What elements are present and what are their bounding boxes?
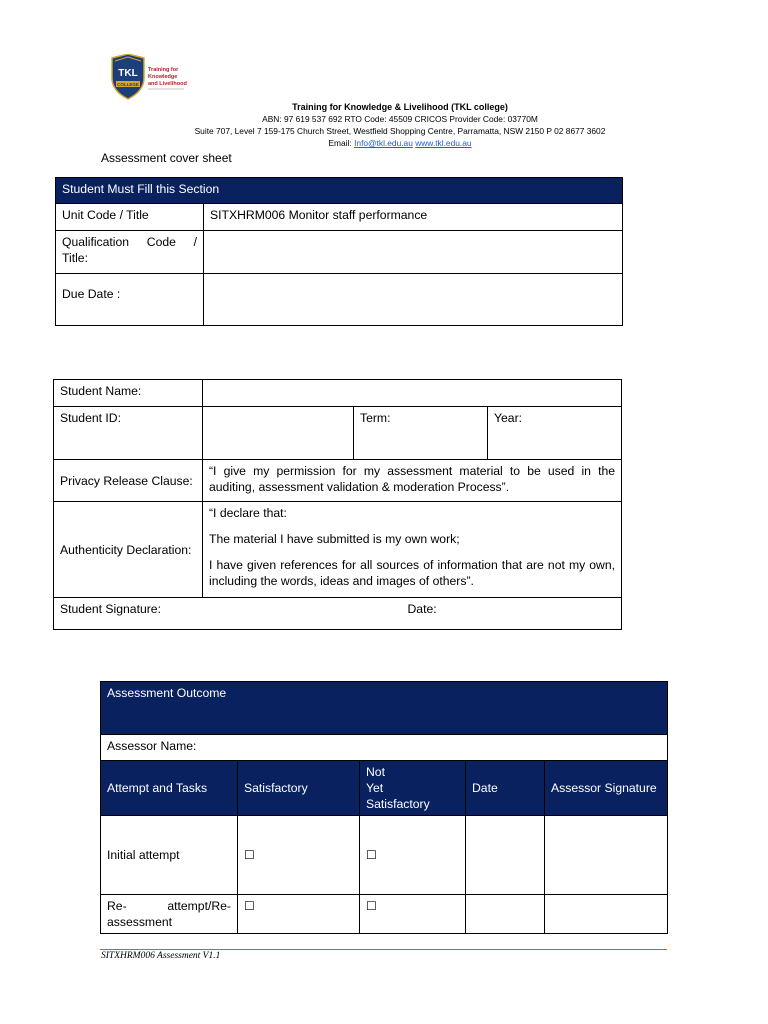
org-contact [100,137,700,149]
signature-date-label: Date: [354,598,622,630]
assessment-outcome-heading: Assessment Outcome [101,682,668,735]
qualification-label [56,231,204,274]
website-link[interactable]: www.tkl.edu.au [415,138,472,148]
authenticity-label: Authenticity Declaration: [54,502,203,598]
email-label: Email: [328,138,352,148]
logo-abbr: TKL [118,68,138,79]
privacy-label: Privacy Release Clause: [54,460,203,502]
col-assessor-signature: Assessor Signature [545,761,668,816]
initial-date-cell[interactable] [466,816,545,895]
unit-code-label: Unit Code / Title [56,204,204,231]
student-id-field[interactable] [203,407,354,460]
college-logo [110,54,190,100]
logo-sub: COLLEGE [117,82,139,87]
unit-code-value: SITXHRM006 Monitor staff performance [204,204,623,231]
student-section-table [55,177,623,326]
due-date-label: Due Date : [56,274,204,326]
due-date-field[interactable] [204,274,623,326]
student-details-table [53,379,622,630]
year-label: Year: [488,407,622,460]
reattempt-not-yet-checkbox[interactable]: ☐ [360,895,466,934]
reattempt-signature-cell[interactable] [545,895,668,934]
reattempt-label-text: Re- attempt/Re-assessment [107,899,231,929]
initial-not-yet-checkbox[interactable]: ☐ [360,816,466,895]
initial-attempt-label: Initial attempt [101,816,238,895]
authenticity-line-2: The material I have submitted is my own work; [209,532,460,546]
student-name-field[interactable] [203,380,622,407]
student-name-label: Student Name: [54,380,203,407]
reattempt-label [101,895,238,934]
logo-tagline-2: Knowledge [148,74,178,80]
org-registration: ABN: 97 619 537 692 RTO Code: 45509 CRICOS Provider Code: 03770M [262,114,538,124]
authenticity-line-3: I have given references for all sources of information that are not my own, including the words, ideas and images of others”. [209,558,616,588]
term-label: Term: [354,407,488,460]
logo-tagline-1: Training for [148,67,179,73]
reattempt-date-cell[interactable] [466,895,545,934]
col-not-yet-satisfactory-text: Not Yet Satisfactory [366,765,430,811]
email-link[interactable]: Info@tkl.edu.au [354,138,413,148]
col-not-yet-satisfactory [360,761,466,816]
org-name: Training for Knowledge & Livelihood (TKL college) [292,102,508,112]
assessment-outcome-table [100,681,668,934]
col-date: Date [466,761,545,816]
cover-sheet-title: Assessment cover sheet [101,151,232,165]
qualification-label-text: Qualification Code / Title: [62,235,197,265]
org-address: Suite 707, Level 7 159-175 Church Street, Westfield Shopping Centre, Parramatta, NSW 2150 P 02 8677 3602 [194,126,606,136]
authenticity-line-1: “I declare that: [209,506,287,520]
assessor-name-row: Assessor Name: [101,735,668,761]
footer-divider [100,949,667,950]
student-section-heading: Student Must Fill this Section [56,178,623,204]
logo-tagline-3: and Livelihood [148,81,187,87]
footer-version: SITXHRM006 Assessment V1.1 [101,951,221,961]
authenticity-text [203,502,622,598]
initial-satisfactory-checkbox[interactable]: ☐ [238,816,360,895]
privacy-text: “I give my permission for my assessment material to be used in the auditing, assessment validation & moderation Process”. [203,460,622,502]
initial-signature-cell[interactable] [545,816,668,895]
student-signature-label: Student Signature: [54,598,354,630]
col-satisfactory: Satisfactory [238,761,360,816]
col-attempt-tasks: Attempt and Tasks [101,761,238,816]
student-id-label: Student ID: [54,407,203,460]
reattempt-satisfactory-checkbox[interactable]: ☐ [238,895,360,934]
qualification-field[interactable] [204,231,623,274]
